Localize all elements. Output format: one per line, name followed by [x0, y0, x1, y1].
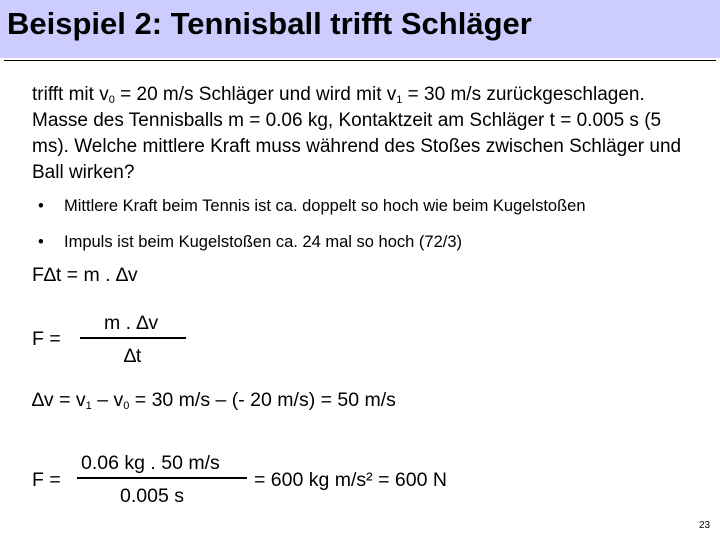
- result-formula-denominator: 0.005 s: [120, 485, 184, 507]
- bullet-item: [38, 233, 462, 252]
- intro-text: [32, 82, 702, 186]
- intro-part-2: = 20 m/s Schläger und wird mit v: [114, 84, 397, 105]
- velocity-part-3: = 30 m/s – (- 20 m/s) = 50 m/s: [129, 389, 396, 411]
- result-formula-rhs: = 600 kg m/s² = 600 N: [254, 469, 447, 491]
- velocity-part-1: ∆v = v: [32, 389, 86, 411]
- page-number: 23: [699, 520, 711, 531]
- bullet-item: [38, 197, 586, 216]
- result-formula-numerator: 0.06 kg . 50 m/s: [81, 452, 220, 474]
- velocity-change-equation: [32, 389, 396, 412]
- velocity-subscript-1: 1: [85, 400, 92, 412]
- bullet-text: Impuls ist beim Kugelstoßen ca. 24 mal so hoch (72/3): [64, 233, 463, 251]
- title-divider: [4, 60, 716, 61]
- bullet-text: Mittlere Kraft beim Tennis ist ca. doppelt so hoch wie beim Kugelstoßen: [64, 197, 586, 215]
- force-formula-numerator: m . ∆v: [104, 312, 159, 334]
- velocity-subscript-0: 0: [123, 400, 130, 412]
- slide-title: Beispiel 2: Tennisball trifft Schläger: [7, 6, 532, 41]
- force-formula-fraction-line: [80, 337, 186, 339]
- force-formula-lhs: F =: [32, 328, 61, 350]
- intro-part-3: = 30 m/s zurückgeschlagen. Masse des Tennisballs m = 0.06 kg, Kontaktzeit am Schläger t = 0.005 s (5 ms). Welche mittlere Kraft muss während des Stoßes zwischen Schläger und Ball wirken?: [32, 84, 682, 183]
- intro-subscript-0: 0: [108, 94, 115, 106]
- bullet-marker: •: [38, 233, 44, 251]
- result-formula-fraction-line: [77, 477, 247, 479]
- bullet-marker: •: [38, 197, 44, 215]
- force-formula-denominator: ∆t: [124, 345, 142, 367]
- impulse-equation: F∆t = m . ∆v: [32, 264, 138, 286]
- velocity-part-2: – v: [91, 389, 124, 411]
- intro-part-1: trifft mit v: [32, 84, 109, 105]
- result-formula-lhs: F =: [32, 469, 61, 491]
- intro-subscript-1: 1: [396, 94, 403, 106]
